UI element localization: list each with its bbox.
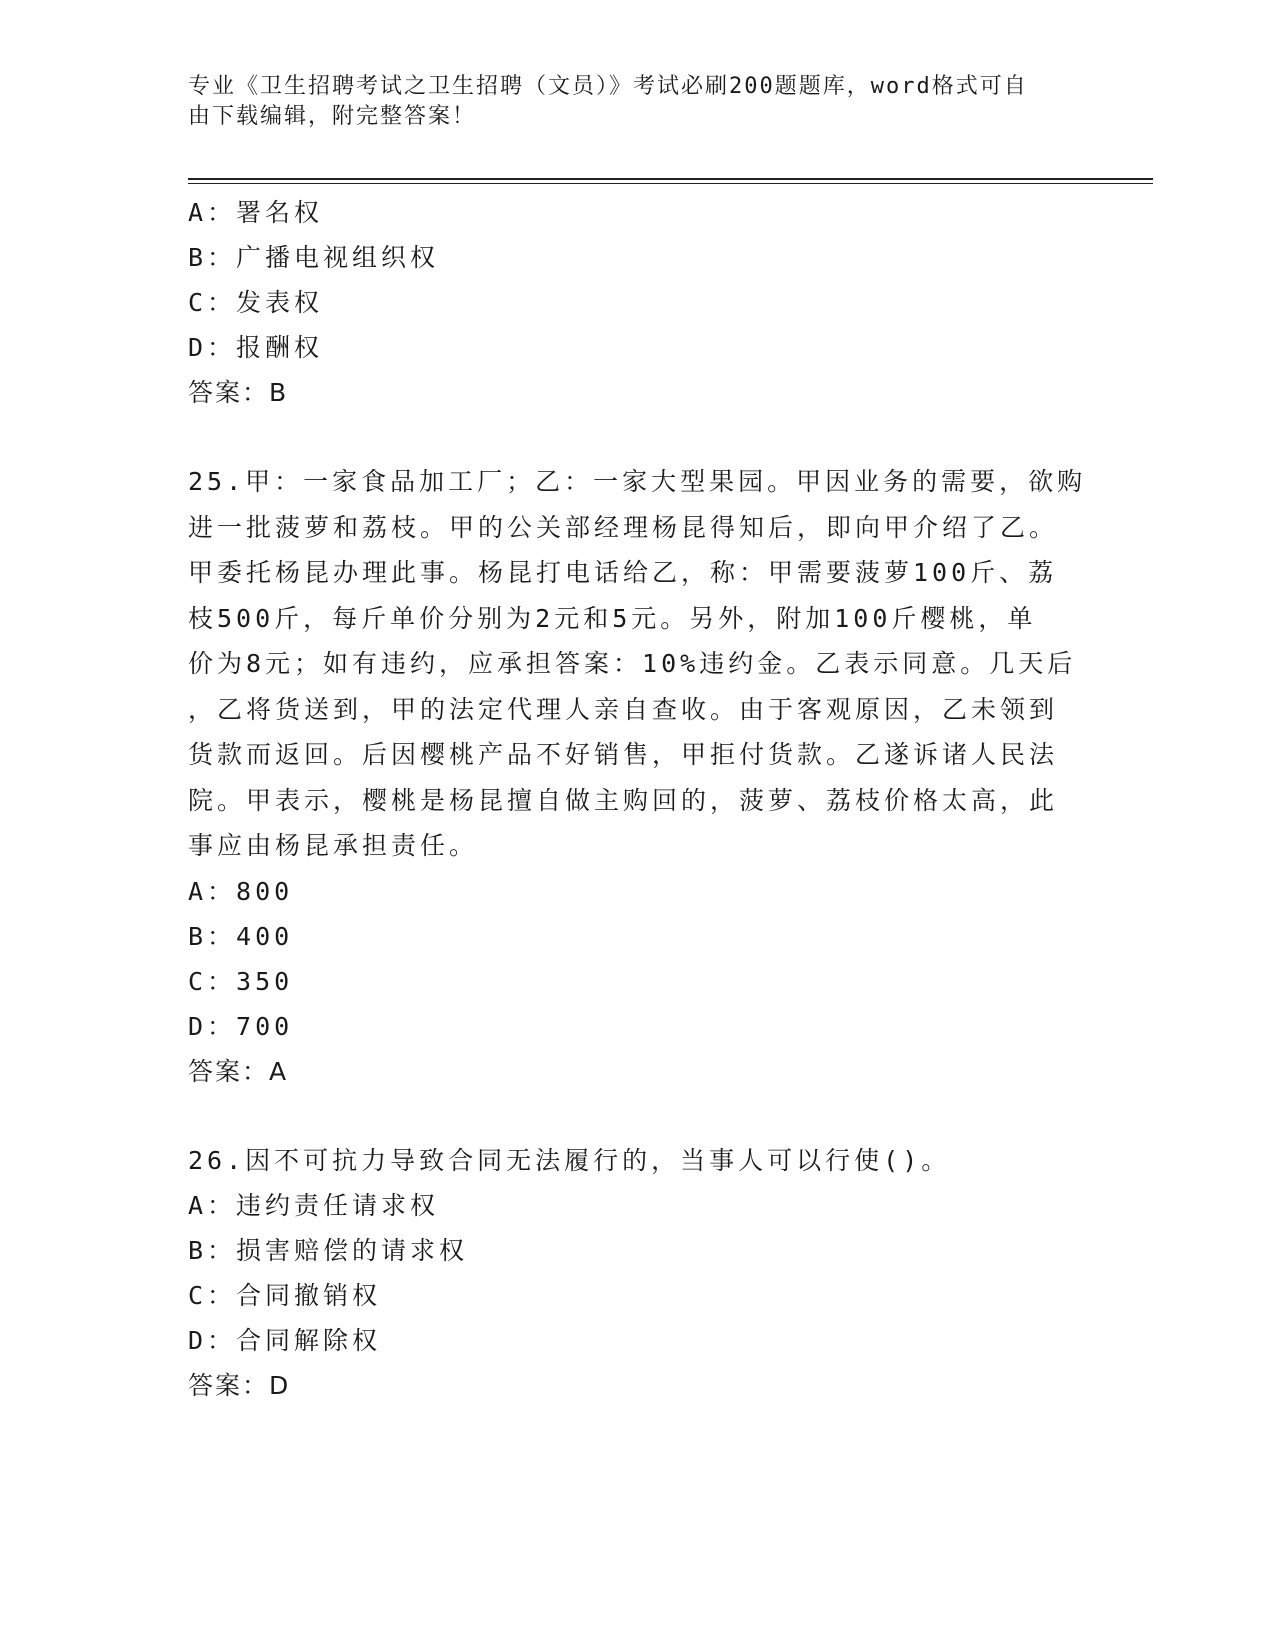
- option-c: C：350: [188, 966, 294, 996]
- option-b: B：广播电视组织权: [188, 243, 440, 272]
- option-d: D：700: [188, 1011, 294, 1041]
- question-24: [188, 190, 1088, 415]
- option-a: A：署名权: [188, 198, 324, 227]
- header-divider: [188, 178, 1153, 180]
- option-c: C：合同撤销权: [188, 1280, 382, 1310]
- answer-line: 答案：A: [188, 1056, 289, 1086]
- document-body: [188, 190, 1088, 1408]
- stem-line: 25.甲：一家食品加工厂；乙：一家大型果园。甲因业务的需要，欲购: [188, 467, 1087, 496]
- spacer: [188, 415, 1088, 459]
- header-line-1: 专业《卫生招聘考试之卫生招聘（文员）》考试必刷200题题库，word格式可自: [188, 74, 1028, 99]
- stem-line: 货款而返回。后因樱桃产品不好销售，甲拒付货款。乙遂诉诸人民法: [188, 740, 1059, 769]
- document-header: [188, 72, 1078, 132]
- stem-line: ，乙将货送到，甲的法定代理人亲自查收。由于客观原因，乙未领到: [188, 694, 1059, 724]
- question-25: [188, 459, 1088, 1094]
- option-d: D：报酬权: [188, 333, 324, 362]
- header-line-2: 由下载编辑，附完整答案！: [188, 104, 477, 129]
- option-b: B：损害赔偿的请求权: [188, 1235, 469, 1265]
- stem-line: 价为8元；如有违约，应承担答案：10%违约金。乙表示同意。几天后: [188, 649, 1077, 678]
- header-divider-thin: [188, 183, 1153, 184]
- stem-line: 进一批菠萝和荔枝。甲的公关部经理杨昆得知后，即向甲介绍了乙。: [188, 512, 1059, 542]
- option-a: A：800: [188, 876, 294, 906]
- stem-line: 枝500斤，每斤单价分别为2元和5元。另外，附加100斤樱桃，单: [188, 603, 1037, 633]
- option-b: B：400: [188, 921, 294, 951]
- question-stem: [188, 459, 1087, 869]
- question-26: [188, 1138, 1088, 1408]
- option-d: D：合同解除权: [188, 1325, 382, 1355]
- option-c: C：发表权: [188, 288, 324, 317]
- spacer: [188, 1094, 1088, 1138]
- stem-line: 甲委托杨昆办理此事。杨昆打电话给乙，称：甲需要菠萝100斤、荔: [188, 558, 1058, 587]
- question-stem: 26.因不可抗力导致合同无法履行的，当事人可以行使()。: [188, 1145, 951, 1175]
- answer-line: 答案：B: [188, 378, 289, 407]
- option-a: A：违约责任请求权: [188, 1190, 440, 1220]
- stem-line: 院。甲表示，樱桃是杨昆擅自做主购回的，菠萝、荔枝价格太高，此: [188, 785, 1059, 815]
- answer-line: 答案：D: [188, 1370, 291, 1400]
- stem-line: 事应由杨昆承担责任。: [188, 831, 479, 860]
